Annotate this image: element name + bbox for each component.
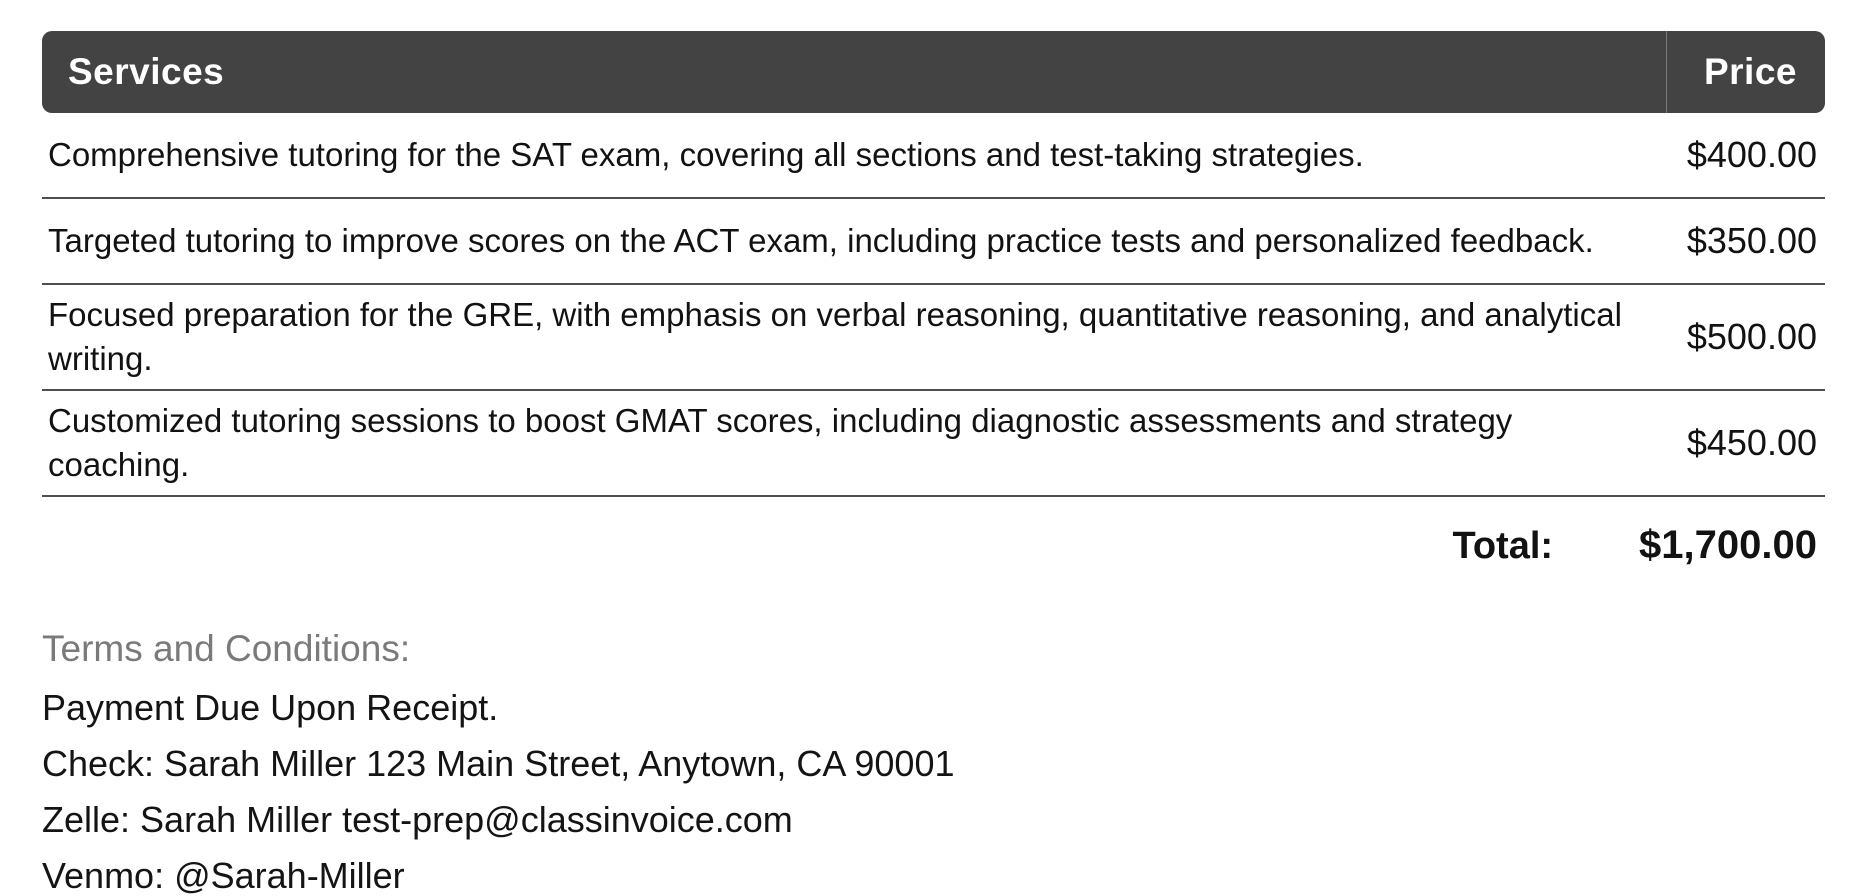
table-row <box>42 113 1825 199</box>
terms-and-conditions-section <box>42 626 1825 896</box>
table-row <box>42 391 1825 497</box>
service-description: Comprehensive tutoring for the SAT exam, covering all sections and test-taking strategies. <box>48 136 1364 173</box>
table-row <box>42 285 1825 391</box>
service-description: Focused preparation for the GRE, with emphasis on verbal reasoning, quantitative reasoning, and analytical writing. <box>48 296 1622 377</box>
price-column-header: Price <box>1666 31 1825 113</box>
services-table-header <box>42 31 1825 113</box>
service-description: Targeted tutoring to improve scores on the ACT exam, including practice tests and personalized feedback. <box>48 222 1594 259</box>
terms-line-zelle: Zelle: Sarah Miller test-prep@classinvoice.com <box>42 799 793 840</box>
service-description: Customized tutoring sessions to boost GMAT scores, including diagnostic assessments and strategy coaching. <box>48 402 1513 483</box>
terms-line-venmo: Venmo: @Sarah-Miller <box>42 855 405 896</box>
total-row <box>42 497 1825 568</box>
total-label: Total: <box>1452 525 1554 567</box>
services-column-header: Services <box>68 51 225 92</box>
services-table <box>42 31 1825 568</box>
table-row <box>42 199 1825 285</box>
terms-heading: Terms and Conditions: <box>42 628 411 669</box>
total-value: $1,700.00 <box>1639 523 1817 567</box>
service-price: $450.00 <box>1686 422 1817 463</box>
terms-line-check: Check: Sarah Miller 123 Main Street, Anytown, CA 90001 <box>42 743 955 784</box>
terms-line-payment: Payment Due Upon Receipt. <box>42 687 499 728</box>
service-price: $400.00 <box>1686 134 1817 175</box>
service-price: $350.00 <box>1686 220 1817 261</box>
service-price: $500.00 <box>1686 316 1817 357</box>
invoice-document <box>42 31 1825 896</box>
